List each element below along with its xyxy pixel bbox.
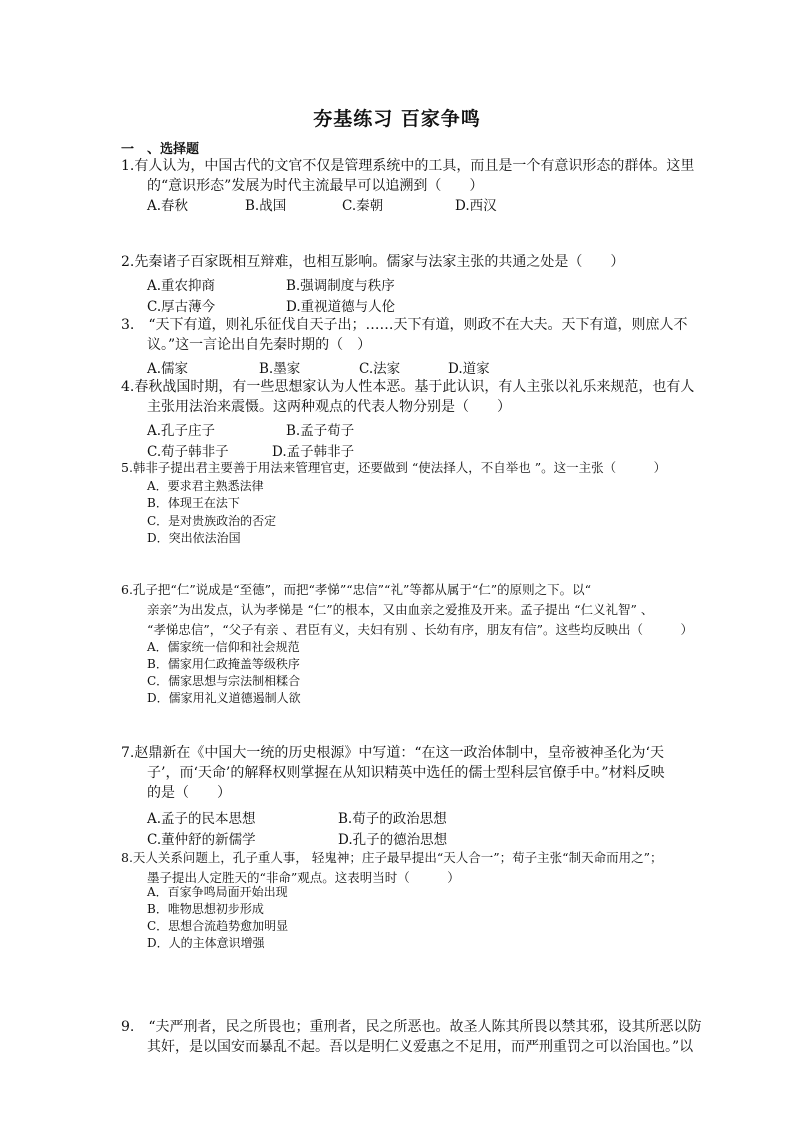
option-1b: B.战国 (245, 198, 287, 214)
option-7d: D.孔子的德治思想 (338, 832, 448, 848)
option-8d: D．人的主体意识增强 (147, 936, 265, 950)
option-2a: A.重农抑商 (147, 278, 216, 294)
option-6d: D．儒家用礼义道德遏制人欲 (147, 691, 301, 705)
option-8a: A．百家争鸣局面开始出现 (147, 885, 288, 899)
question-7-line-1: 7.赵鼎新在《中国大一统的历史根源》中写道：“在这一政治体制中，皇帝被神圣化为‘天 (121, 745, 664, 761)
option-6c: C．儒家思想与宗法制相糅合 (147, 674, 301, 688)
question-7 (121, 743, 665, 803)
option-6a: A．儒家统一信仰和社会规范 (147, 640, 300, 654)
option-1a: A.春秋 (147, 198, 189, 214)
option-3d: D.道家 (448, 361, 490, 377)
option-2d: D.重视道德与人伦 (286, 299, 396, 315)
option-2c: C.厚古薄今 (147, 299, 216, 315)
option-4a: A.孔子庄子 (147, 423, 216, 439)
question-5-line-1: 5.韩非子提出君主要善于用法来管理官吏，还要做到 “使法择人，不自举也 ”。这一主张（ ） (121, 460, 667, 475)
option-4b: B.孟子荀子 (286, 423, 355, 439)
option-4c: C.荀子韩非子 (147, 444, 229, 460)
option-5b: B．体现王在法下 (147, 496, 240, 510)
question-5 (121, 458, 666, 478)
question-1 (121, 156, 694, 196)
option-7c: C.董仲舒的新儒学 (147, 832, 256, 848)
question-7-line-3: 的是（ ） (147, 785, 231, 801)
option-7a: A.孟子的民本思想 (147, 811, 256, 827)
question-9-line-2: 其奸，是以国安而暴乱不起。吾以是明仁义爱惠之不足用，而严刑重罚之可以治国也。”以 (147, 1039, 694, 1055)
page-title: 夯基练习 百家争鸣 (313, 108, 481, 130)
question-2 (121, 252, 624, 272)
section-heading: 一 、选择题 (121, 142, 200, 157)
question-3-line-1: 3. “天下有道，则礼乐征伐自天子出；……天下有道，则政不在大夫。天下有道，则庶人不 (121, 317, 688, 333)
question-7-line-2: 子’，而‘天命’的解释权则掌握在从知识精英中选任的儒士型科层官僚手中。”材料反映 (147, 765, 665, 781)
question-9 (121, 1017, 702, 1057)
question-3-line-2: 议。”这一言论出自先秦时期的（ ） (147, 337, 372, 353)
question-6-line-1: 6.孔子把“仁”说成是“至德”，而把“孝悌”“忠信”“礼”等都从属于“仁”的原则之下。以“ (121, 582, 592, 597)
option-3b: B.墨家 (259, 361, 301, 377)
question-3 (121, 315, 688, 355)
question-4-line-1: 4.春秋战国时期，有一些思想家认为人性本恶。基于此认识，有人主张以礼乐来规范，也有人 (121, 379, 695, 395)
option-4d: D.孟子韩非子 (272, 444, 355, 460)
question-8 (121, 848, 662, 888)
option-5c: C．是对贵族政治的否定 (147, 514, 277, 528)
question-6-line-2: 亲亲”为出发点，认为孝悌是 “仁”的根本，又由血亲之爱推及开来。孟子提出 “仁义礼智” 、 (147, 602, 654, 617)
option-8c: C．思想合流趋势愈加明显 (147, 919, 289, 933)
question-8-line-1: 8.天人关系问题上，孔子重人事， 轻鬼神；庄子最早提出“天人合一”；荀子主张“制天命而用之”； (121, 850, 663, 865)
question-6 (121, 580, 693, 640)
question-8-line-2: 墨子提出人定胜天的“非命”观点。这表明当时（ ） (147, 870, 460, 885)
option-1d: D.西汉 (455, 198, 497, 214)
option-2b: B.强调制度与秩序 (286, 278, 395, 294)
question-1-line-1: 1.有人认为，中国古代的文官不仅是管理系统中的工具，而且是一个有意识形态的群体。这里 (121, 158, 695, 174)
option-6b: B．儒家用仁政掩盖等级秩序 (147, 657, 300, 671)
question-1-line-2: 的“意识形态”发展为时代主流最早可以追溯到（ ） (147, 178, 484, 194)
question-4-line-2: 主张用法治来震慑。这两种观点的代表人物分别是（ ） (147, 399, 511, 415)
question-9-line-1: 9. “夫严刑者，民之所畏也；重刑者，民之所恶也。故圣人陈其所畏以禁其邪，设其所恶以防 (121, 1019, 702, 1035)
question-4 (121, 377, 694, 417)
option-5a: A．要求君主熟悉法律 (147, 479, 264, 493)
option-7b: B.荀子的政治思想 (338, 811, 447, 827)
option-3a: A.儒家 (147, 361, 189, 377)
question-6-line-3: “孝悌忠信”，“父子有亲 、君臣有义，夫妇有别 、长幼有序，朋友有信”。这些均反映出（ ） (147, 622, 694, 637)
option-1c: C.秦朝 (342, 198, 384, 214)
question-2-line-1: 2.先秦诸子百家既相互辩难，也相互影响。儒家与法家主张的共通之处是（ ） (121, 254, 625, 270)
option-8b: B．唯物思想初步形成 (147, 902, 264, 916)
option-5d: D．突出依法治国 (147, 531, 241, 545)
option-3c: C.法家 (359, 361, 401, 377)
